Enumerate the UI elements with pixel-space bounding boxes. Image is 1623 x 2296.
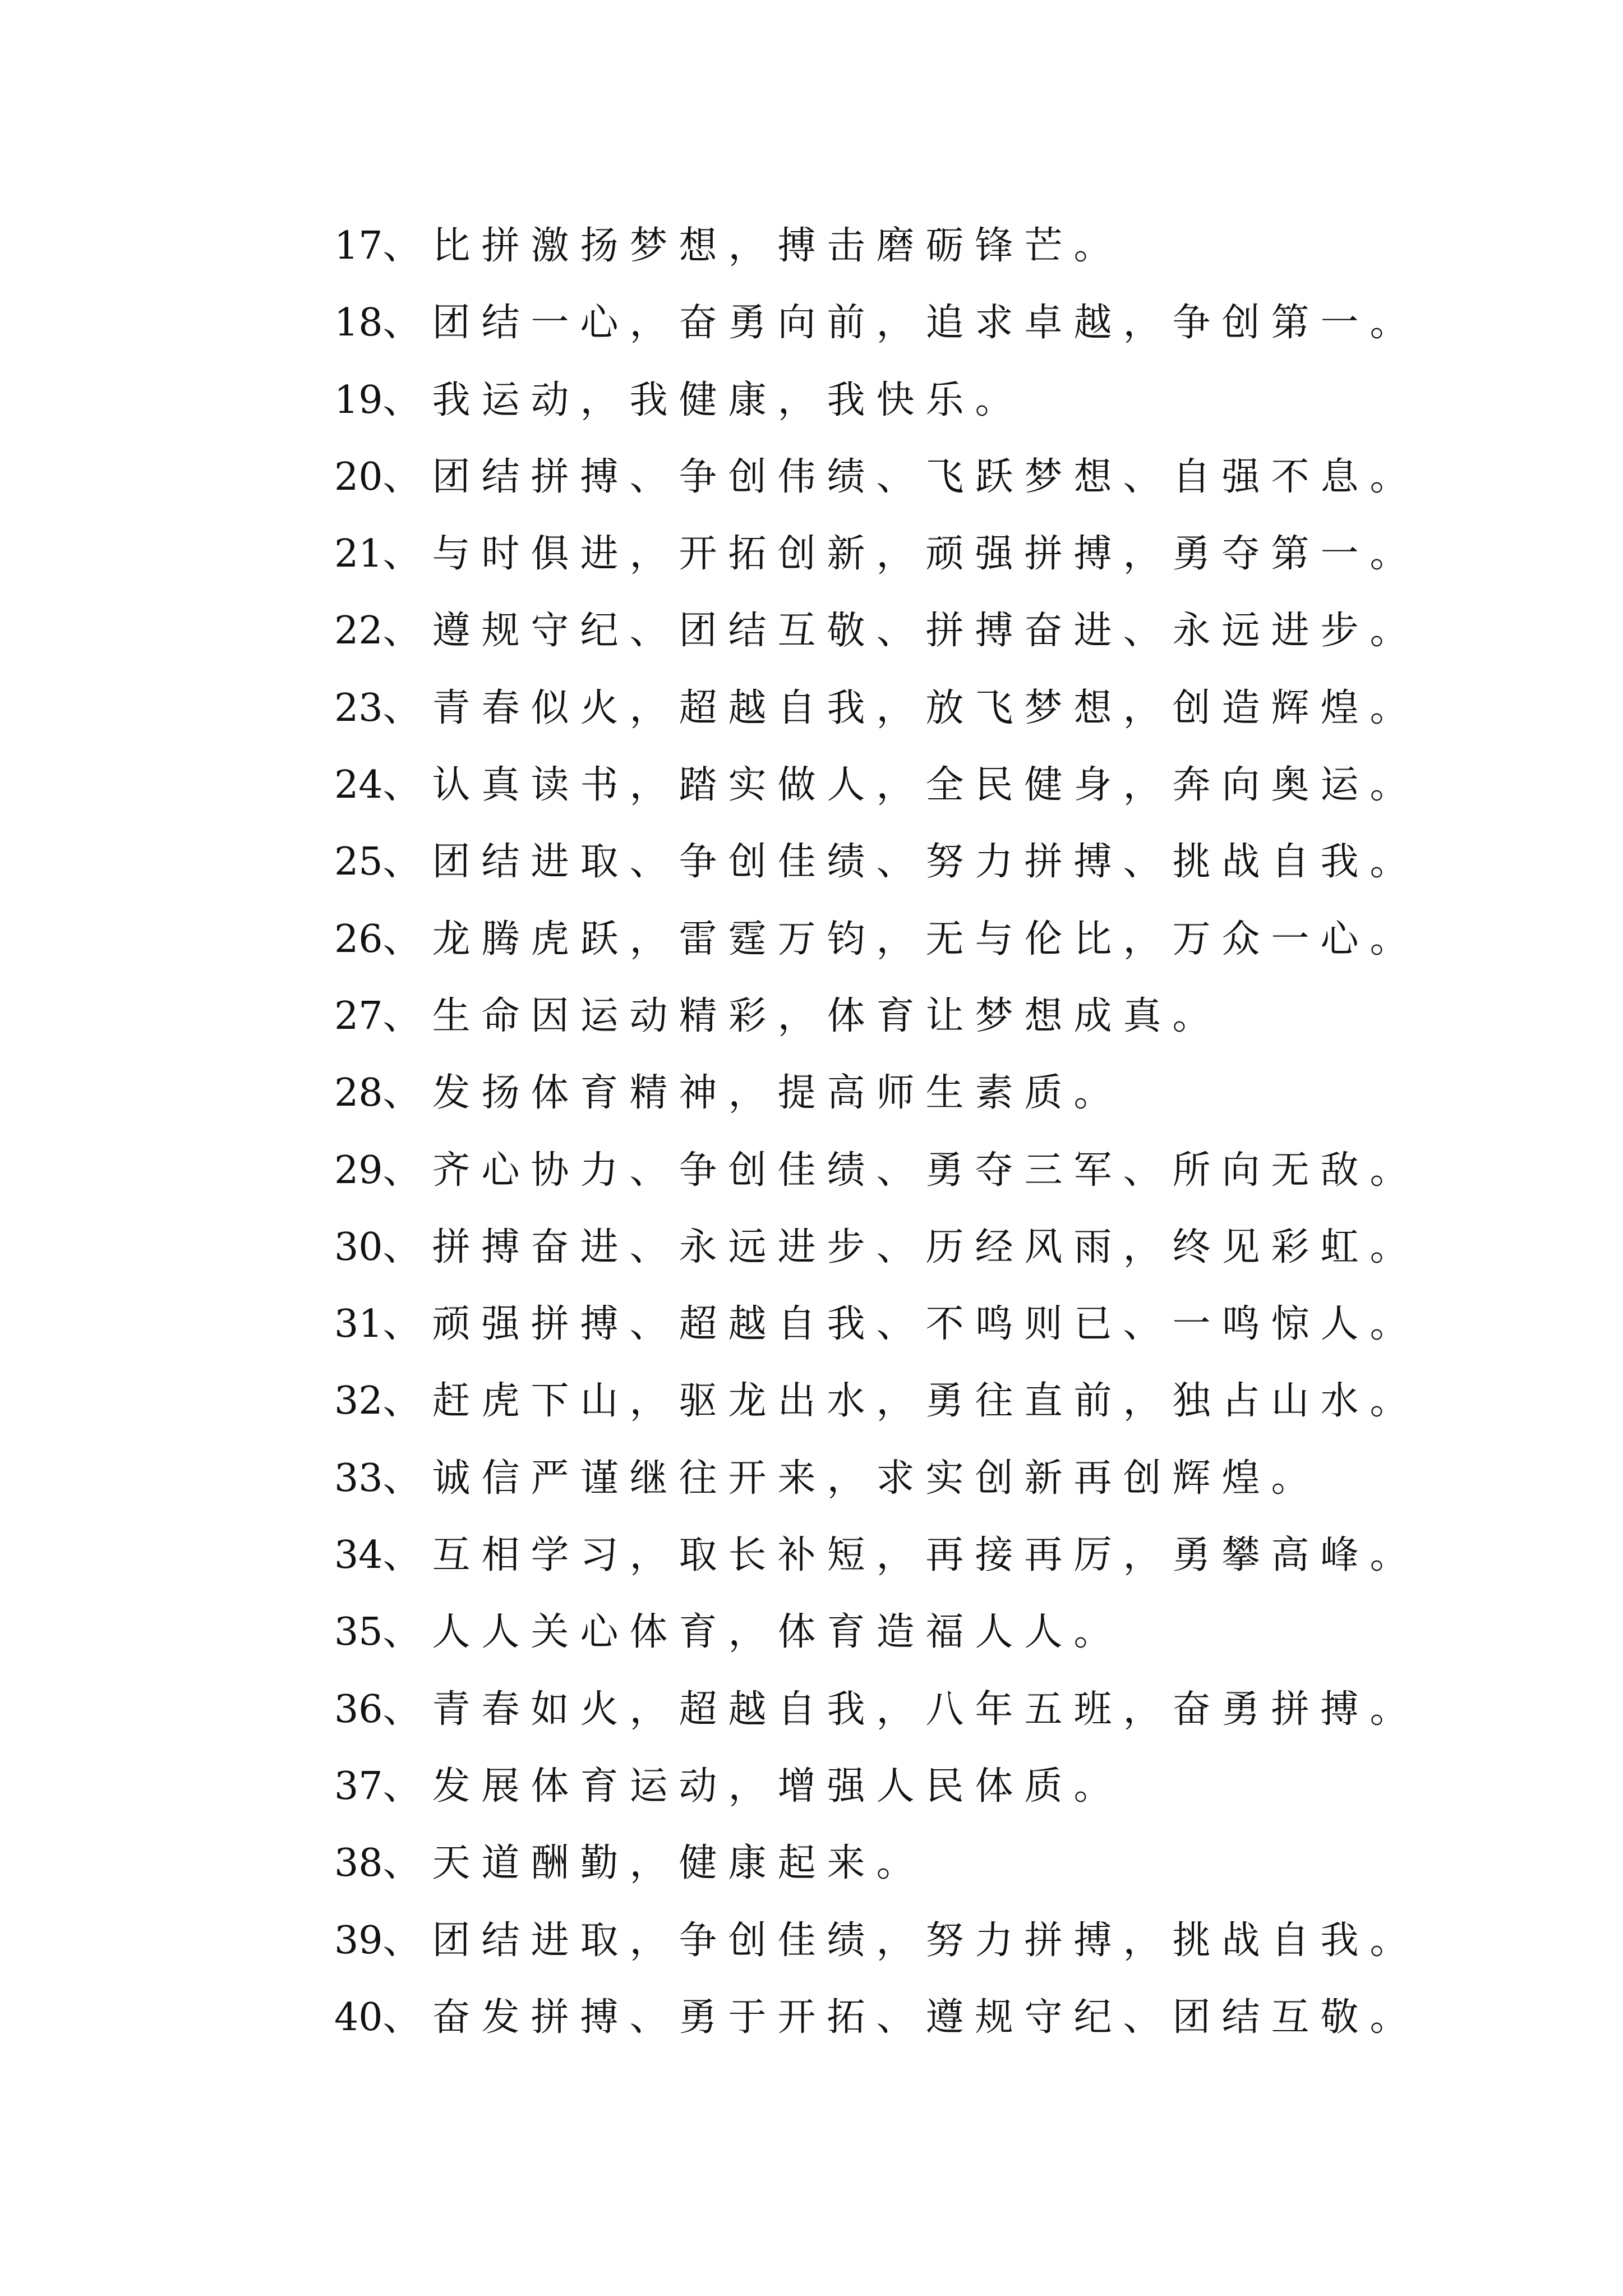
- item-number: 27: [334, 993, 383, 1038]
- item-text: 我运动，我健康，我快乐。: [432, 378, 1025, 422]
- item-separator: 、: [382, 454, 432, 499]
- item-number: 30: [334, 1225, 383, 1269]
- item-text: 团结进取，争创佳绩，努力拼搏，挑战自我。: [432, 1918, 1419, 1963]
- list-item: [334, 1440, 1568, 1517]
- slogan-list: [334, 208, 1568, 2056]
- list-item: [334, 1363, 1568, 1439]
- item-separator: 、: [382, 1764, 432, 1809]
- list-item: [334, 284, 1568, 361]
- item-text: 诚信严谨继往开来，求实创新再创辉煌。: [432, 1456, 1321, 1501]
- item-text: 青春似火，超越自我，放飞梦想，创造辉煌。: [432, 685, 1419, 730]
- list-item: [334, 516, 1568, 592]
- item-number: 22: [334, 609, 383, 654]
- item-text: 天道酬勤，健康起来。: [432, 1841, 926, 1886]
- item-text: 拼搏奋进、永远进步、历经风雨，终见彩虹。: [432, 1225, 1419, 1269]
- item-number: 17: [334, 224, 383, 268]
- item-text: 与时俱进，开拓创新，顽强拼搏，勇夺第一。: [432, 532, 1419, 577]
- item-number: 24: [334, 763, 383, 808]
- list-item: [334, 1671, 1568, 1748]
- item-number: 37: [334, 1764, 383, 1809]
- list-item: [334, 1517, 1568, 1594]
- item-text: 比拼激扬梦想，搏击磨砺锋芒。: [432, 224, 1123, 268]
- item-separator: 、: [382, 1995, 432, 2040]
- item-separator: 、: [382, 840, 432, 885]
- item-number: 34: [334, 1533, 383, 1578]
- item-text: 奋发拼搏、勇于开拓、遵规守纪、团结互敬。: [432, 1995, 1419, 2040]
- list-item: [334, 592, 1568, 669]
- item-number: 26: [334, 917, 383, 961]
- item-number: 23: [334, 685, 383, 730]
- item-number: 39: [334, 1918, 383, 1963]
- item-text: 团结一心，奋勇向前，追求卓越，争创第一。: [432, 301, 1419, 346]
- item-number: 19: [334, 378, 383, 422]
- item-separator: 、: [382, 763, 432, 808]
- item-separator: 、: [382, 1687, 432, 1732]
- item-separator: 、: [382, 1456, 432, 1501]
- list-item: [334, 823, 1568, 900]
- item-separator: 、: [382, 917, 432, 961]
- item-text: 生命因运动精彩，体育让梦想成真。: [432, 993, 1222, 1038]
- item-separator: 、: [382, 1918, 432, 1963]
- list-item: [334, 670, 1568, 747]
- item-separator: 、: [382, 1610, 432, 1655]
- item-text: 认真读书，踏实做人，全民健身，奔向奥运。: [432, 763, 1419, 808]
- item-number: 38: [334, 1841, 383, 1886]
- list-item: [334, 1209, 1568, 1286]
- item-separator: 、: [382, 1841, 432, 1886]
- list-item: [334, 978, 1568, 1055]
- list-item: [334, 1594, 1568, 1671]
- item-number: 21: [334, 532, 383, 577]
- item-separator: 、: [382, 993, 432, 1038]
- item-separator: 、: [382, 1225, 432, 1269]
- item-text: 发扬体育精神，提高师生素质。: [432, 1071, 1123, 1116]
- item-separator: 、: [382, 685, 432, 730]
- item-separator: 、: [382, 609, 432, 654]
- list-item: [334, 1286, 1568, 1363]
- item-separator: 、: [382, 224, 432, 268]
- item-number: 36: [334, 1687, 383, 1732]
- item-number: 35: [334, 1610, 383, 1655]
- item-separator: 、: [382, 1148, 432, 1193]
- item-text: 团结进取、争创佳绩、努力拼搏、挑战自我。: [432, 840, 1419, 885]
- item-separator: 、: [382, 1533, 432, 1578]
- list-item: [334, 1825, 1568, 1902]
- item-number: 40: [334, 1995, 383, 2040]
- list-item: [334, 362, 1568, 439]
- item-separator: 、: [382, 301, 432, 346]
- list-item: [334, 1902, 1568, 1979]
- list-item: [334, 1748, 1568, 1825]
- list-item: [334, 747, 1568, 823]
- item-text: 齐心协力、争创佳绩、勇夺三军、所向无敌。: [432, 1148, 1419, 1193]
- item-number: 20: [334, 454, 383, 499]
- item-text: 发展体育运动，增强人民体质。: [432, 1764, 1123, 1809]
- item-number: 25: [334, 840, 383, 885]
- list-item: [334, 1055, 1568, 1131]
- item-separator: 、: [382, 532, 432, 577]
- item-text: 青春如火，超越自我，八年五班，奋勇拼搏。: [432, 1687, 1419, 1732]
- item-text: 龙腾虎跃，雷霆万钧，无与伦比，万众一心。: [432, 917, 1419, 961]
- item-separator: 、: [382, 378, 432, 422]
- list-item: [334, 1979, 1568, 2056]
- item-text: 团结拼搏、争创伟绩、飞跃梦想、自强不息。: [432, 454, 1419, 499]
- item-text: 顽强拼搏、超越自我、不鸣则已、一鸣惊人。: [432, 1302, 1419, 1347]
- item-number: 32: [334, 1379, 383, 1424]
- item-text: 互相学习，取长补短，再接再厉，勇攀高峰。: [432, 1533, 1419, 1578]
- list-item: [334, 1132, 1568, 1209]
- item-number: 31: [334, 1302, 383, 1347]
- item-number: 29: [334, 1148, 383, 1193]
- item-text: 遵规守纪、团结互敬、拼搏奋进、永远进步。: [432, 609, 1419, 654]
- item-number: 33: [334, 1456, 383, 1501]
- item-number: 28: [334, 1071, 383, 1116]
- item-text: 人人关心体育，体育造福人人。: [432, 1610, 1123, 1655]
- item-separator: 、: [382, 1379, 432, 1424]
- item-number: 18: [334, 301, 383, 346]
- item-separator: 、: [382, 1071, 432, 1116]
- item-separator: 、: [382, 1302, 432, 1347]
- list-item: [334, 208, 1568, 284]
- list-item: [334, 901, 1568, 978]
- list-item: [334, 439, 1568, 516]
- item-text: 赶虎下山，驱龙出水，勇往直前，独占山水。: [432, 1379, 1419, 1424]
